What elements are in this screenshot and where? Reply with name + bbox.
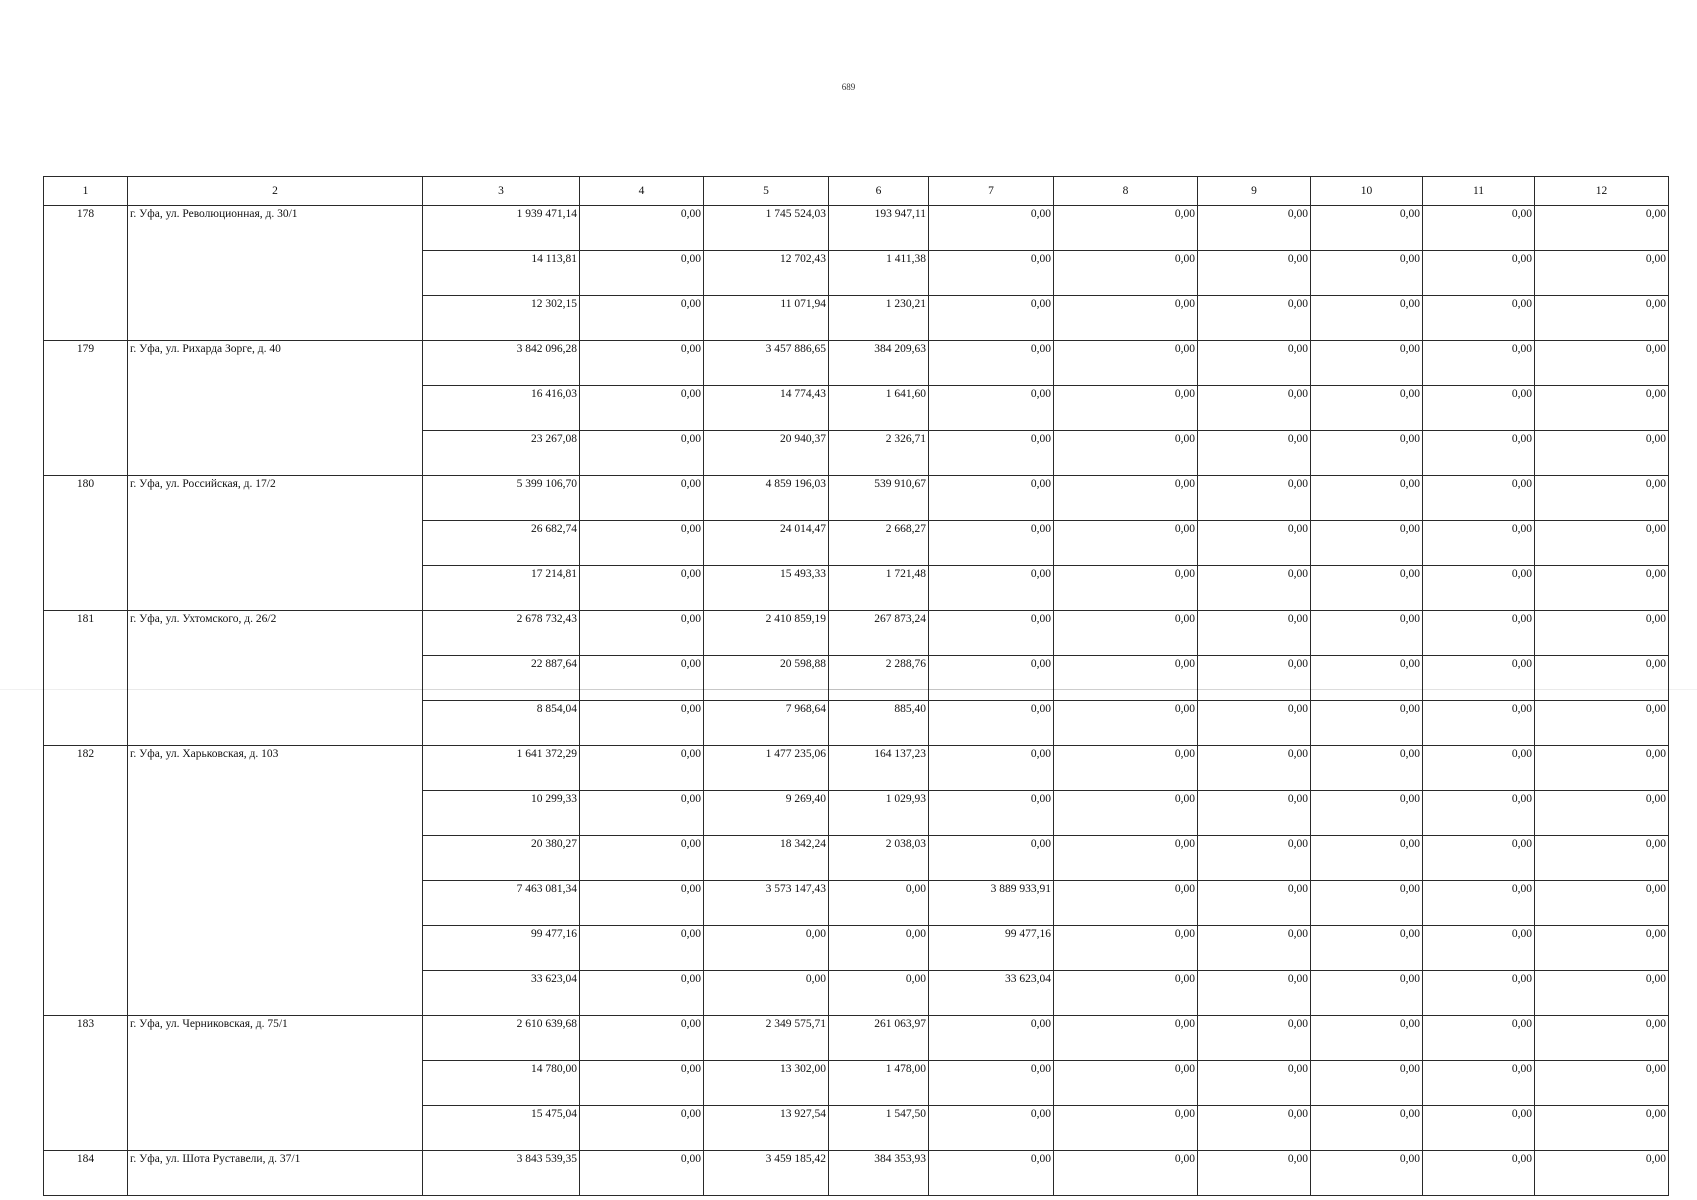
amount-cell: 0,00: [829, 881, 929, 926]
amount-cell: 2 610 639,68: [423, 1016, 580, 1061]
amount-cell: 0,00: [929, 791, 1054, 836]
record-number: 179: [44, 341, 128, 476]
amount-cell: 0,00: [580, 791, 704, 836]
address-cell: г. Уфа, ул. Российская, д. 17/2: [128, 476, 423, 611]
amount-cell: 1 745 524,03: [704, 206, 829, 251]
amount-cell: 2 288,76: [829, 656, 929, 701]
amount-cell: 0,00: [1311, 881, 1423, 926]
amount-cell: 0,00: [1198, 296, 1311, 341]
amount-cell: 0,00: [580, 836, 704, 881]
table-body: [44, 206, 1669, 1196]
header-row: [44, 177, 1669, 206]
amount-cell: 14 780,00: [423, 1061, 580, 1106]
amount-cell: 0,00: [580, 476, 704, 521]
address-cell: г. Уфа, ул. Революционная, д. 30/1: [128, 206, 423, 341]
amount-cell: 0,00: [1311, 656, 1423, 701]
amount-cell: 0,00: [1423, 1106, 1535, 1151]
amount-cell: 0,00: [580, 926, 704, 971]
amount-cell: 0,00: [1535, 206, 1669, 251]
amount-cell: 9 269,40: [704, 791, 829, 836]
amount-cell: 1 477 235,06: [704, 746, 829, 791]
amount-cell: 0,00: [829, 926, 929, 971]
amount-cell: 0,00: [1423, 566, 1535, 611]
amount-cell: 0,00: [1198, 521, 1311, 566]
amount-cell: 14 774,43: [704, 386, 829, 431]
column-header: 2: [128, 177, 423, 206]
amount-cell: 1 721,48: [829, 566, 929, 611]
amount-cell: 0,00: [1054, 791, 1198, 836]
amount-cell: 0,00: [1054, 656, 1198, 701]
amount-cell: 0,00: [1054, 701, 1198, 746]
amount-cell: 0,00: [1423, 701, 1535, 746]
amount-cell: 0,00: [1198, 431, 1311, 476]
amount-cell: 0,00: [704, 971, 829, 1016]
amount-cell: 33 623,04: [929, 971, 1054, 1016]
amount-cell: 0,00: [929, 836, 1054, 881]
amount-cell: 0,00: [929, 431, 1054, 476]
amount-cell: 0,00: [1423, 431, 1535, 476]
amount-cell: 0,00: [929, 701, 1054, 746]
amount-cell: 8 854,04: [423, 701, 580, 746]
amount-cell: 0,00: [929, 1016, 1054, 1061]
amount-cell: 0,00: [1311, 296, 1423, 341]
amount-cell: 164 137,23: [829, 746, 929, 791]
column-header: 5: [704, 177, 829, 206]
scan-artifact-line: [0, 689, 1697, 690]
amount-cell: 267 873,24: [829, 611, 929, 656]
amount-cell: 0,00: [1054, 611, 1198, 656]
amount-cell: 0,00: [1311, 791, 1423, 836]
amount-cell: 0,00: [580, 386, 704, 431]
amount-cell: 3 843 539,35: [423, 1151, 580, 1196]
amount-cell: 0,00: [1535, 296, 1669, 341]
amount-cell: 0,00: [1423, 1061, 1535, 1106]
amount-cell: 0,00: [1535, 836, 1669, 881]
amount-cell: 885,40: [829, 701, 929, 746]
amount-cell: 193 947,11: [829, 206, 929, 251]
amount-cell: 0,00: [1423, 251, 1535, 296]
amount-cell: 0,00: [1535, 1061, 1669, 1106]
amount-cell: 0,00: [929, 251, 1054, 296]
amount-cell: 0,00: [1311, 341, 1423, 386]
amount-cell: 0,00: [580, 746, 704, 791]
amount-cell: 384 353,93: [829, 1151, 929, 1196]
amount-cell: 99 477,16: [423, 926, 580, 971]
table-row: [44, 1151, 1669, 1196]
amount-cell: 0,00: [1054, 476, 1198, 521]
amount-cell: 0,00: [580, 1016, 704, 1061]
amount-cell: 261 063,97: [829, 1016, 929, 1061]
amount-cell: 0,00: [1054, 206, 1198, 251]
amount-cell: 0,00: [1198, 341, 1311, 386]
amount-cell: 0,00: [1311, 386, 1423, 431]
amount-cell: 17 214,81: [423, 566, 580, 611]
amount-cell: 2 038,03: [829, 836, 929, 881]
record-number: 183: [44, 1016, 128, 1151]
amount-cell: 3 573 147,43: [704, 881, 829, 926]
amount-cell: 16 416,03: [423, 386, 580, 431]
amount-cell: 0,00: [1535, 1151, 1669, 1196]
amount-cell: 0,00: [1311, 836, 1423, 881]
amount-cell: 0,00: [1054, 296, 1198, 341]
address-cell: г. Уфа, ул. Харьковская, д. 103: [128, 746, 423, 1016]
amount-cell: 20 598,88: [704, 656, 829, 701]
amount-cell: 1 411,38: [829, 251, 929, 296]
record-number: 184: [44, 1151, 128, 1196]
amount-cell: 0,00: [1535, 791, 1669, 836]
amount-cell: 0,00: [1535, 566, 1669, 611]
address-cell: г. Уфа, ул. Рихарда Зорге, д. 40: [128, 341, 423, 476]
amount-cell: 2 668,27: [829, 521, 929, 566]
table-row: [44, 476, 1669, 521]
record-number: 178: [44, 206, 128, 341]
amount-cell: 0,00: [1198, 656, 1311, 701]
column-header: 12: [1535, 177, 1669, 206]
amount-cell: 13 927,54: [704, 1106, 829, 1151]
amount-cell: 0,00: [1535, 341, 1669, 386]
amount-cell: 4 859 196,03: [704, 476, 829, 521]
amount-cell: 0,00: [1311, 476, 1423, 521]
amount-cell: 0,00: [1198, 476, 1311, 521]
amount-cell: 3 459 185,42: [704, 1151, 829, 1196]
amount-cell: 0,00: [1054, 1151, 1198, 1196]
column-header: 9: [1198, 177, 1311, 206]
amount-cell: 12 702,43: [704, 251, 829, 296]
amount-cell: 384 209,63: [829, 341, 929, 386]
amount-cell: 0,00: [929, 476, 1054, 521]
amount-cell: 33 623,04: [423, 971, 580, 1016]
amount-cell: 0,00: [1054, 386, 1198, 431]
amount-cell: 0,00: [1311, 566, 1423, 611]
amount-cell: 0,00: [1423, 206, 1535, 251]
amount-cell: 1 641 372,29: [423, 746, 580, 791]
amount-cell: 0,00: [580, 206, 704, 251]
column-header: 6: [829, 177, 929, 206]
amount-cell: 0,00: [1535, 701, 1669, 746]
column-header: 8: [1054, 177, 1198, 206]
amount-cell: 0,00: [1535, 476, 1669, 521]
amount-cell: 0,00: [929, 566, 1054, 611]
amount-cell: 0,00: [580, 431, 704, 476]
amount-cell: 0,00: [1311, 701, 1423, 746]
amount-cell: 0,00: [1198, 881, 1311, 926]
amount-cell: 0,00: [1311, 971, 1423, 1016]
amount-cell: 0,00: [1535, 431, 1669, 476]
amount-cell: 0,00: [1054, 881, 1198, 926]
amount-cell: 0,00: [1311, 746, 1423, 791]
column-header: 7: [929, 177, 1054, 206]
amount-cell: 0,00: [1054, 566, 1198, 611]
amount-cell: 0,00: [580, 251, 704, 296]
amount-cell: 0,00: [704, 926, 829, 971]
amount-cell: 2 326,71: [829, 431, 929, 476]
amount-cell: 0,00: [1423, 1151, 1535, 1196]
amount-cell: 0,00: [1423, 791, 1535, 836]
amount-cell: 11 071,94: [704, 296, 829, 341]
amount-cell: 0,00: [1054, 746, 1198, 791]
amount-cell: 0,00: [1198, 1151, 1311, 1196]
amount-cell: 0,00: [929, 386, 1054, 431]
amount-cell: 0,00: [1535, 656, 1669, 701]
amount-cell: 0,00: [1198, 836, 1311, 881]
amount-cell: 20 380,27: [423, 836, 580, 881]
amount-cell: 0,00: [929, 206, 1054, 251]
amount-cell: 0,00: [580, 881, 704, 926]
amount-cell: 0,00: [1423, 521, 1535, 566]
amount-cell: 0,00: [1311, 1106, 1423, 1151]
amount-cell: 0,00: [1311, 251, 1423, 296]
amount-cell: 0,00: [1423, 881, 1535, 926]
amount-cell: 0,00: [1423, 656, 1535, 701]
amount-cell: 7 463 081,34: [423, 881, 580, 926]
amount-cell: 0,00: [1423, 1016, 1535, 1061]
table-header: [44, 177, 1669, 206]
amount-cell: 1 230,21: [829, 296, 929, 341]
amount-cell: 539 910,67: [829, 476, 929, 521]
amount-cell: 0,00: [1311, 1016, 1423, 1061]
amount-cell: 0,00: [1423, 971, 1535, 1016]
amount-cell: 0,00: [1054, 836, 1198, 881]
amount-cell: 0,00: [1311, 206, 1423, 251]
amount-cell: 0,00: [1198, 251, 1311, 296]
amount-cell: 0,00: [1311, 926, 1423, 971]
column-header: 1: [44, 177, 128, 206]
amount-cell: 0,00: [1198, 971, 1311, 1016]
amount-cell: 0,00: [580, 521, 704, 566]
table-row: [44, 341, 1669, 386]
amount-cell: 0,00: [1198, 566, 1311, 611]
amount-cell: 0,00: [1535, 386, 1669, 431]
amount-cell: 0,00: [1198, 611, 1311, 656]
amount-cell: 0,00: [929, 296, 1054, 341]
amount-cell: 0,00: [1311, 611, 1423, 656]
amount-cell: 0,00: [1535, 251, 1669, 296]
amount-cell: 0,00: [1198, 1016, 1311, 1061]
amount-cell: 0,00: [1311, 1151, 1423, 1196]
amount-cell: 0,00: [580, 611, 704, 656]
amount-cell: 0,00: [580, 971, 704, 1016]
amount-cell: 18 342,24: [704, 836, 829, 881]
amount-cell: 0,00: [1535, 1106, 1669, 1151]
amount-cell: 26 682,74: [423, 521, 580, 566]
amount-cell: 0,00: [580, 1061, 704, 1106]
amount-cell: 2 678 732,43: [423, 611, 580, 656]
record-number: 182: [44, 746, 128, 1016]
column-header: 3: [423, 177, 580, 206]
amount-cell: 0,00: [580, 656, 704, 701]
amount-cell: 0,00: [1054, 431, 1198, 476]
amount-cell: 0,00: [1054, 1106, 1198, 1151]
amount-cell: 14 113,81: [423, 251, 580, 296]
amount-cell: 0,00: [1054, 251, 1198, 296]
amount-cell: 15 493,33: [704, 566, 829, 611]
amount-cell: 23 267,08: [423, 431, 580, 476]
table-row: [44, 206, 1669, 251]
amount-cell: 0,00: [1198, 926, 1311, 971]
record-number: 180: [44, 476, 128, 611]
amount-cell: 0,00: [929, 1061, 1054, 1106]
amount-cell: 0,00: [929, 746, 1054, 791]
amount-cell: 13 302,00: [704, 1061, 829, 1106]
amount-cell: 24 014,47: [704, 521, 829, 566]
table-row: [44, 611, 1669, 656]
amount-cell: 0,00: [929, 611, 1054, 656]
amount-cell: 0,00: [580, 296, 704, 341]
amount-cell: 3 457 886,65: [704, 341, 829, 386]
amount-cell: 0,00: [1423, 386, 1535, 431]
register-table: [43, 176, 1669, 1196]
amount-cell: 0,00: [1535, 881, 1669, 926]
amount-cell: 7 968,64: [704, 701, 829, 746]
amount-cell: 5 399 106,70: [423, 476, 580, 521]
amount-cell: 0,00: [1311, 431, 1423, 476]
amount-cell: 0,00: [1311, 521, 1423, 566]
amount-cell: 0,00: [1423, 926, 1535, 971]
amount-cell: 99 477,16: [929, 926, 1054, 971]
amount-cell: 0,00: [1423, 836, 1535, 881]
amount-cell: 0,00: [580, 566, 704, 611]
amount-cell: 15 475,04: [423, 1106, 580, 1151]
column-header: 10: [1311, 177, 1423, 206]
amount-cell: 0,00: [1535, 1016, 1669, 1061]
amount-cell: 0,00: [1054, 1016, 1198, 1061]
amount-cell: 0,00: [1198, 1061, 1311, 1106]
address-cell: г. Уфа, ул. Шота Руставели, д. 37/1: [128, 1151, 423, 1196]
amount-cell: 3 842 096,28: [423, 341, 580, 386]
column-header: 4: [580, 177, 704, 206]
amount-cell: 0,00: [1535, 521, 1669, 566]
amount-cell: 0,00: [1054, 1061, 1198, 1106]
record-number: 181: [44, 611, 128, 746]
amount-cell: 0,00: [1423, 341, 1535, 386]
amount-cell: 0,00: [580, 701, 704, 746]
amount-cell: 22 887,64: [423, 656, 580, 701]
amount-cell: 0,00: [1535, 611, 1669, 656]
amount-cell: 0,00: [1423, 296, 1535, 341]
amount-cell: 0,00: [1423, 476, 1535, 521]
amount-cell: 0,00: [1198, 791, 1311, 836]
amount-cell: 0,00: [1423, 746, 1535, 791]
page-number: 689: [841, 82, 856, 92]
table-row: [44, 1016, 1669, 1061]
column-header: 11: [1423, 177, 1535, 206]
amount-cell: 0,00: [1054, 521, 1198, 566]
amount-cell: 1 939 471,14: [423, 206, 580, 251]
amount-cell: 3 889 933,91: [929, 881, 1054, 926]
amount-cell: 0,00: [580, 1151, 704, 1196]
address-cell: г. Уфа, ул. Черниковская, д. 75/1: [128, 1016, 423, 1151]
amount-cell: 0,00: [929, 341, 1054, 386]
table-row: [44, 746, 1669, 791]
amount-cell: 0,00: [1198, 1106, 1311, 1151]
amount-cell: 2 410 859,19: [704, 611, 829, 656]
amount-cell: 0,00: [1054, 971, 1198, 1016]
amount-cell: 0,00: [1198, 206, 1311, 251]
amount-cell: 2 349 575,71: [704, 1016, 829, 1061]
amount-cell: 0,00: [580, 341, 704, 386]
amount-cell: 0,00: [929, 1106, 1054, 1151]
amount-cell: 0,00: [929, 521, 1054, 566]
amount-cell: 0,00: [1198, 701, 1311, 746]
amount-cell: 0,00: [1054, 341, 1198, 386]
amount-cell: 10 299,33: [423, 791, 580, 836]
amount-cell: 0,00: [1535, 746, 1669, 791]
amount-cell: 0,00: [580, 1106, 704, 1151]
amount-cell: 1 641,60: [829, 386, 929, 431]
amount-cell: 0,00: [1198, 386, 1311, 431]
amount-cell: 0,00: [1423, 611, 1535, 656]
amount-cell: 1 547,50: [829, 1106, 929, 1151]
amount-cell: 1 478,00: [829, 1061, 929, 1106]
amount-cell: 0,00: [1198, 746, 1311, 791]
amount-cell: 0,00: [929, 1151, 1054, 1196]
amount-cell: 1 029,93: [829, 791, 929, 836]
amount-cell: 0,00: [1054, 926, 1198, 971]
amount-cell: 0,00: [1311, 1061, 1423, 1106]
amount-cell: 12 302,15: [423, 296, 580, 341]
amount-cell: 0,00: [829, 971, 929, 1016]
address-cell: г. Уфа, ул. Ухтомского, д. 26/2: [128, 611, 423, 746]
amount-cell: 20 940,37: [704, 431, 829, 476]
amount-cell: 0,00: [1535, 926, 1669, 971]
amount-cell: 0,00: [929, 656, 1054, 701]
amount-cell: 0,00: [1535, 971, 1669, 1016]
